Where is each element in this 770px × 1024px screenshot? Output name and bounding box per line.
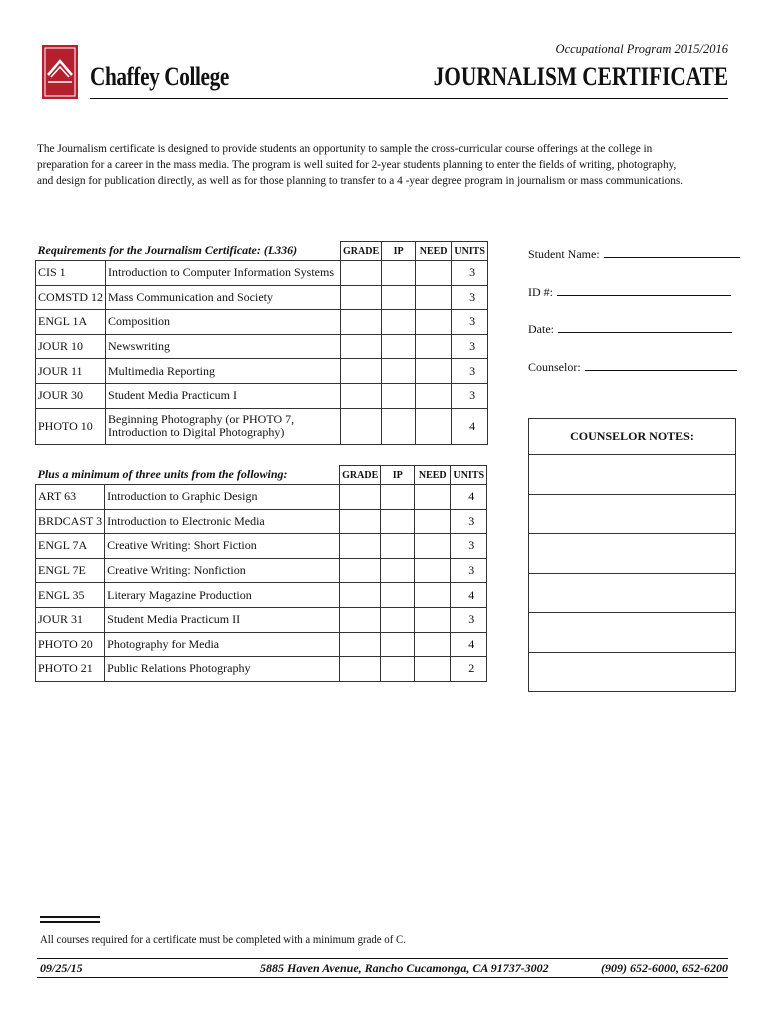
- grade-cell[interactable]: [340, 558, 381, 583]
- date-line[interactable]: [558, 322, 732, 333]
- notes-row[interactable]: [529, 573, 736, 613]
- grade-cell[interactable]: [341, 285, 382, 310]
- need-cell[interactable]: [415, 509, 451, 534]
- course-row: [36, 261, 488, 286]
- units-cell: 3: [451, 534, 487, 559]
- course-code: ENGL 35: [36, 583, 105, 608]
- grade-header: GRADE: [340, 466, 381, 485]
- ip-cell[interactable]: [381, 607, 415, 632]
- notes-row[interactable]: [529, 455, 736, 495]
- course-row: [36, 408, 488, 444]
- grade-cell[interactable]: [340, 485, 381, 510]
- course-code: PHOTO 21: [36, 657, 105, 682]
- units-header: UNITS: [452, 242, 488, 261]
- footer-date: 09/25/15: [40, 961, 83, 975]
- ip-cell[interactable]: [381, 583, 415, 608]
- ip-cell[interactable]: [382, 285, 416, 310]
- course-code: JOUR 31: [36, 607, 105, 632]
- elective-courses-table: [35, 465, 487, 682]
- course-row: [36, 583, 487, 608]
- units-cell: 3: [451, 607, 487, 632]
- course-row: [36, 485, 487, 510]
- grade-cell[interactable]: [341, 261, 382, 286]
- units-cell: 2: [451, 657, 487, 682]
- course-row: [36, 534, 487, 559]
- grade-cell[interactable]: [340, 534, 381, 559]
- units-cell: 3: [452, 261, 488, 286]
- notes-row[interactable]: [529, 534, 736, 574]
- course-row: [36, 359, 488, 384]
- units-cell: 4: [451, 485, 487, 510]
- course-name: Student Media Practicum I: [106, 383, 341, 408]
- need-cell[interactable]: [415, 485, 451, 510]
- elective-table-title: Plus a minimum of three units from the following:: [36, 466, 340, 485]
- date-label: Date:: [528, 322, 554, 336]
- course-code: BRDCAST 3: [36, 509, 105, 534]
- course-name: Introduction to Computer Information Systems: [106, 261, 341, 286]
- course-name: Photography for Media: [105, 632, 340, 657]
- notes-row[interactable]: [529, 613, 736, 653]
- course-name: Introduction to Graphic Design: [105, 485, 340, 510]
- ip-cell[interactable]: [381, 509, 415, 534]
- units-cell: 3: [452, 285, 488, 310]
- need-cell[interactable]: [415, 632, 451, 657]
- ip-cell[interactable]: [382, 359, 416, 384]
- course-code: ART 63: [36, 485, 105, 510]
- footnote-rule: [40, 916, 100, 918]
- course-name: Mass Communication and Society: [106, 285, 341, 310]
- ip-cell[interactable]: [382, 383, 416, 408]
- grade-cell[interactable]: [340, 657, 381, 682]
- college-name: Chaffey College: [90, 62, 229, 91]
- notes-row[interactable]: [529, 652, 736, 692]
- grade-cell[interactable]: [341, 310, 382, 335]
- counselor-notes-title: COUNSELOR NOTES:: [529, 419, 736, 455]
- footnote-rule: [40, 921, 100, 923]
- course-name: Introduction to Electronic Media: [105, 509, 340, 534]
- grade-cell[interactable]: [341, 359, 382, 384]
- ip-cell[interactable]: [382, 334, 416, 359]
- need-header: NEED: [416, 242, 452, 261]
- counselor-label: Counselor:: [528, 360, 581, 374]
- required-courses-table: [35, 241, 488, 445]
- counselor-notes-table: [528, 418, 736, 692]
- date-field[interactable]: [528, 322, 732, 337]
- ip-cell[interactable]: [382, 310, 416, 335]
- need-cell[interactable]: [416, 334, 452, 359]
- need-header: NEED: [415, 466, 451, 485]
- need-cell[interactable]: [415, 534, 451, 559]
- course-row: [36, 383, 488, 408]
- student-id-field[interactable]: [528, 285, 731, 300]
- need-cell[interactable]: [416, 408, 452, 444]
- counselor-field[interactable]: [528, 360, 737, 375]
- units-cell: 4: [451, 632, 487, 657]
- course-code: JOUR 10: [36, 334, 106, 359]
- course-name: Multimedia Reporting: [106, 359, 341, 384]
- ip-cell[interactable]: [381, 558, 415, 583]
- units-cell: 3: [452, 310, 488, 335]
- units-cell: 4: [451, 583, 487, 608]
- grade-cell[interactable]: [340, 583, 381, 608]
- ip-header: IP: [381, 466, 415, 485]
- course-name: Public Relations Photography: [105, 657, 340, 682]
- ip-header: IP: [382, 242, 416, 261]
- course-name: Literary Magazine Production: [105, 583, 340, 608]
- need-cell[interactable]: [415, 607, 451, 632]
- need-cell[interactable]: [416, 285, 452, 310]
- course-name: Student Media Practicum II: [105, 607, 340, 632]
- ip-cell[interactable]: [382, 408, 416, 444]
- need-cell[interactable]: [416, 383, 452, 408]
- course-row: [36, 657, 487, 682]
- course-name: Creative Writing: Short Fiction: [105, 534, 340, 559]
- student-name-label: Student Name:: [528, 247, 600, 261]
- need-cell[interactable]: [415, 558, 451, 583]
- course-row: [36, 558, 487, 583]
- notes-row[interactable]: [529, 494, 736, 534]
- course-name: Composition: [106, 310, 341, 335]
- footer-address: 5885 Haven Avenue, Rancho Cucamonga, CA 91737-3002: [260, 961, 549, 975]
- need-cell[interactable]: [415, 583, 451, 608]
- need-cell[interactable]: [416, 359, 452, 384]
- need-cell[interactable]: [416, 310, 452, 335]
- units-cell: 3: [452, 334, 488, 359]
- need-cell[interactable]: [416, 261, 452, 286]
- course-name: Newswriting: [106, 334, 341, 359]
- ip-cell[interactable]: [381, 485, 415, 510]
- grade-cell[interactable]: [341, 334, 382, 359]
- student-name-line[interactable]: [604, 247, 740, 258]
- course-code: JOUR 11: [36, 359, 106, 384]
- course-row: [36, 285, 488, 310]
- intro-paragraph: The Journalism certificate is designed to provide students an opportunity to sample the cross-curricular course offerings at the college in preparation for a career in the mass media. The program is well suited for 2-year students planning to enter the fields of writing, photography, and design for publication directly, as well as for those planning to transfer to a 4 -year degree program in journalism or mass communications.: [37, 141, 684, 187]
- ip-cell[interactable]: [382, 261, 416, 286]
- grade-cell[interactable]: [341, 383, 382, 408]
- course-row: [36, 607, 487, 632]
- grade-cell[interactable]: [340, 607, 381, 632]
- units-cell: 3: [451, 509, 487, 534]
- units-cell: 4: [452, 408, 488, 444]
- ip-cell[interactable]: [381, 632, 415, 657]
- certificate-title: JOURNALISM CERTIFICATE: [433, 62, 728, 91]
- course-name: Creative Writing: Nonfiction: [105, 558, 340, 583]
- course-code: COMSTD 12: [36, 285, 106, 310]
- units-cell: 3: [452, 359, 488, 384]
- course-row: [36, 334, 488, 359]
- course-code: JOUR 30: [36, 383, 106, 408]
- header-divider: [90, 98, 728, 99]
- student-name-field[interactable]: [528, 247, 740, 262]
- student-id-line[interactable]: [557, 285, 731, 296]
- need-cell[interactable]: [415, 657, 451, 682]
- units-header: UNITS: [451, 466, 487, 485]
- grade-cell[interactable]: [340, 632, 381, 657]
- ip-cell[interactable]: [381, 534, 415, 559]
- course-name: Beginning Photography (or PHOTO 7, Introduction to Digital Photography): [106, 408, 341, 444]
- chaffey-logo: [42, 45, 78, 99]
- footer-phone: (909) 652-6000, 652-6200: [601, 961, 728, 975]
- course-row: [36, 310, 488, 335]
- footer-divider: [37, 977, 728, 978]
- units-cell: 3: [452, 383, 488, 408]
- course-code: PHOTO 10: [36, 408, 106, 444]
- footer-divider: [37, 958, 728, 959]
- course-code: ENGL 7E: [36, 558, 105, 583]
- program-year: Occupational Program 2015/2016: [555, 42, 728, 56]
- grade-cell[interactable]: [341, 408, 382, 444]
- course-row: [36, 632, 487, 657]
- required-table-title: Requirements for the Journalism Certificate: (L336): [36, 242, 341, 261]
- grade-cell[interactable]: [340, 509, 381, 534]
- counselor-line[interactable]: [585, 360, 737, 371]
- footnote: All courses required for a certificate must be completed with a minimum grade of C.: [40, 934, 406, 946]
- grade-header: GRADE: [341, 242, 382, 261]
- course-code: ENGL 7A: [36, 534, 105, 559]
- course-code: CIS 1: [36, 261, 106, 286]
- course-row: [36, 509, 487, 534]
- student-id-label: ID #:: [528, 285, 553, 299]
- ip-cell[interactable]: [381, 657, 415, 682]
- course-code: ENGL 1A: [36, 310, 106, 335]
- course-code: PHOTO 20: [36, 632, 105, 657]
- units-cell: 3: [451, 558, 487, 583]
